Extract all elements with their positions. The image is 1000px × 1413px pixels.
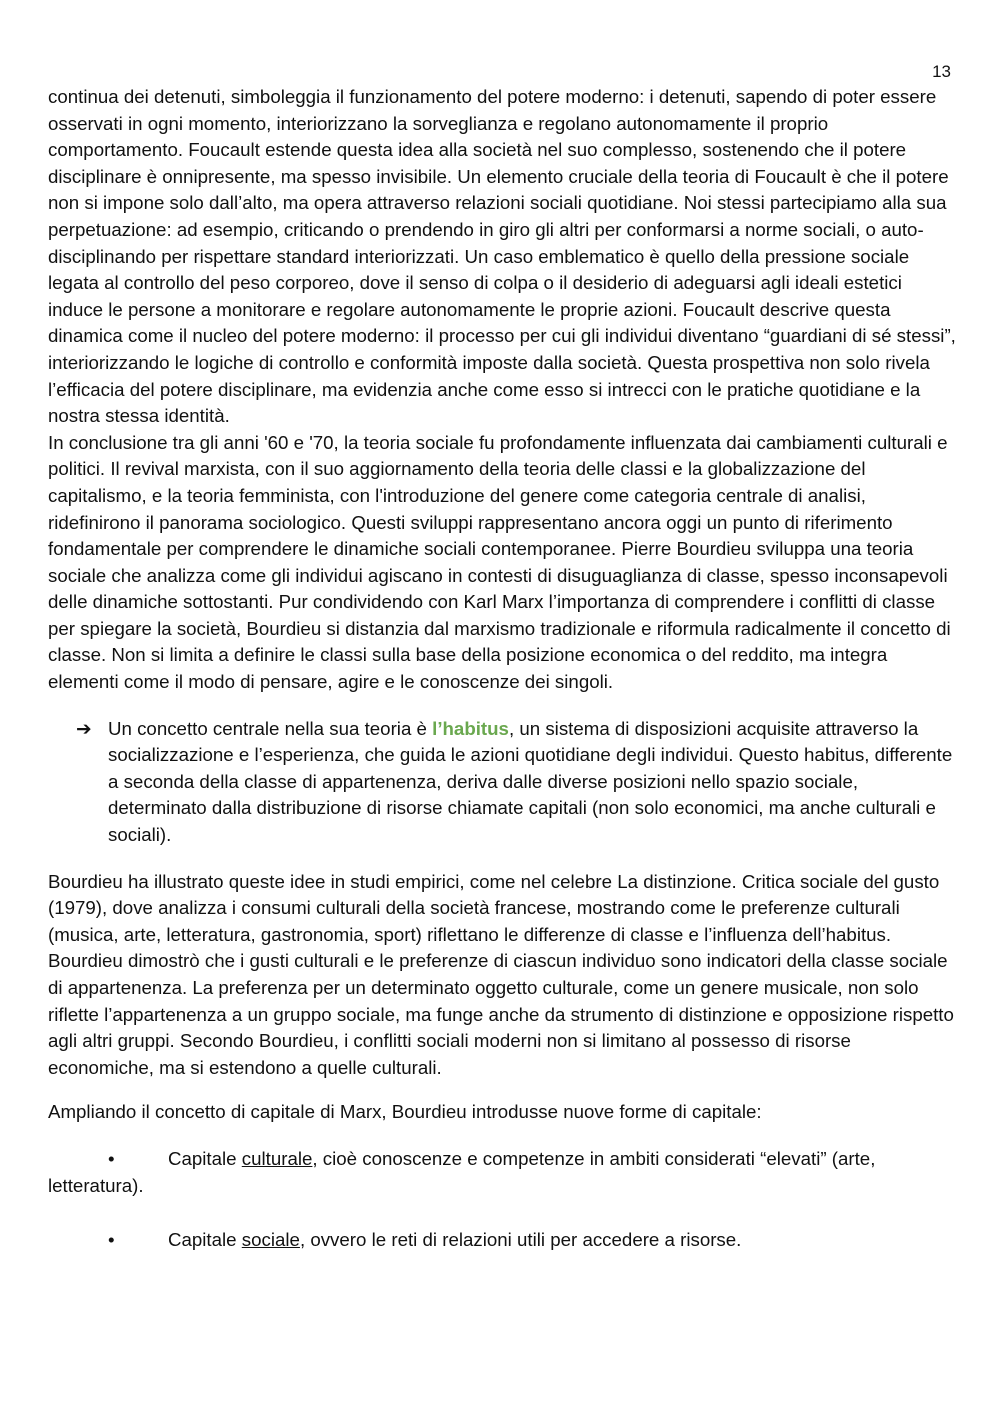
bullet-text-before: Capitale — [168, 1147, 242, 1169]
document-body — [48, 84, 960, 1254]
bullet-text-before: Capitale — [168, 1229, 242, 1251]
paragraph-foucault: continua dei detenuti, simboleggia il funzionamento del potere moderno: i detenuti, sapendo di poter essere osservati in ogni momento, interiorizzano la sorveglianza e regolano autonomamente il proprio comportamento. Foucault estende questa idea alla società nel suo complesso, sostenendo che il potere disciplinare è onnipresente, ma spesso invisibile. Un elemento cruciale della teoria di Foucault è che il potere non si impone solo dall’alto, ma opera attraverso relazioni sociali quotidiane. Noi stessi partecipiamo alla sua perpetuazione: ad esempio, criticando o prendendo in giro gli altri per conformarsi a norme sociali, o auto-disciplinando per rispettare standard interiorizzati. Un caso emblematico è quello della pressione sociale legata al controllo del peso corporeo, dove il senso di colpa o il desiderio di adeguarsi agli ideali estetici induce le persone a monitorare e regolare autonomamente le proprie azioni. Foucault descrive questa dinamica come il nucleo del potere moderno: il processo per cui gli individui diventano “guardiani di sé stessi”, interiorizzando le logiche di controllo e conformità imposte dalla società. Questa prospettiva non solo rivela l’efficacia del potere disciplinare, ma evidenzia anche come esso si intrecci con le pratiche quotidiane e la nostra stessa identità. — [48, 86, 956, 427]
paragraph-capitale-intro: Ampliando il concetto di capitale di Marx, Bourdieu introdusse nuove forme di capitale: — [48, 1101, 762, 1123]
bullet-dot-icon: • — [108, 1229, 115, 1251]
bullet-item-culturale — [48, 1146, 960, 1199]
arrow-text-after: , un sistema di disposizioni acquisite attraverso la socializzazione e l’esperienza, che guida le azioni quotidiane degli individui. Questo habitus, differente a seconda della classe di appartenenza, deriva dalle diverse posizioni nello spazio sociale, determinato dalla distribuzione di risorse chiamate capitali (non solo economici, ma anche culturali e sociali). — [108, 717, 953, 846]
habitus-highlight: l’habitus — [432, 717, 509, 739]
bullet-item-sociale — [48, 1227, 960, 1254]
page-number: 13 — [932, 62, 951, 81]
paragraph-distinzione: Bourdieu ha illustrato queste idee in studi empirici, come nel celebre La distinzione. Critica sociale del gusto (1979), dove analizza i consumi culturali della società francese, mostrando come le preferenze culturali (musica, arte, letteratura, gastronomia, sport) riflettano le differenze di classe e l’influenza dell’habitus. Bourdieu dimostrò che i gusti culturali e le preferenze di ciascun individuo sono indicatori della classe sociale di appartenenza. La preferenza per un determinato oggetto culturale, come un genere musicale, non solo riflette l’appartenenza a un gruppo sociale, ma funge anche da strumento di distinzione e opposizione rispetto agli altri gruppi. Secondo Bourdieu, i conflitti sociali moderni non si limitano al possesso di risorse economiche, ma si estendono a quelle culturali. — [48, 870, 954, 1078]
arrow-item-text — [108, 716, 960, 849]
paragraph-conclusion: In conclusione tra gli anni '60 e '70, la teoria sociale fu profondamente influenzata dai cambiamenti culturali e politici. Il revival marxista, con il suo aggiornamento della teoria delle classi e la globalizzazione del capitalismo, e la teoria femminista, con l'introduzione del genere come categoria centrale di analisi, ridefinirono il panorama sociologico. Questi sviluppi rappresentano ancora oggi un punto di riferimento fondamentale per comprendere le dinamiche sociali contemporanee. Pierre Bourdieu sviluppa una teoria sociale che analizza come gli individui agiscano in contesti di disuguaglianza di classe, spesso inconsapevoli delle dinamiche sottostanti. Pur condividendo con Karl Marx l’importanza di comprendere i conflitti di classe per spiegare la società, Bourdieu si distanzia dal marxismo tradizionale e riformula radicalmente il concetto di classe. Non si limita a definire le classi sulla base della posizione economica o del reddito, ma integra elementi come il modo di pensare, agire e le conoscenze dei singoli. — [48, 431, 951, 693]
bullet-text-after: , cioè conoscenze e competenze in ambiti considerati “elevati” (arte, letteratura). — [48, 1147, 876, 1196]
bullet-dot-icon: • — [108, 1147, 115, 1169]
bullet-text-after: , ovvero le reti di relazioni utili per accedere a risorse. — [299, 1229, 742, 1251]
arrow-list-item — [76, 716, 960, 849]
arrow-text-before: Un concetto centrale nella sua teoria è — [108, 717, 433, 739]
underlined-culturale: culturale — [241, 1147, 313, 1169]
underlined-sociale: sociale — [241, 1229, 300, 1251]
arrow-bullet-icon: ➔ — [76, 717, 92, 739]
